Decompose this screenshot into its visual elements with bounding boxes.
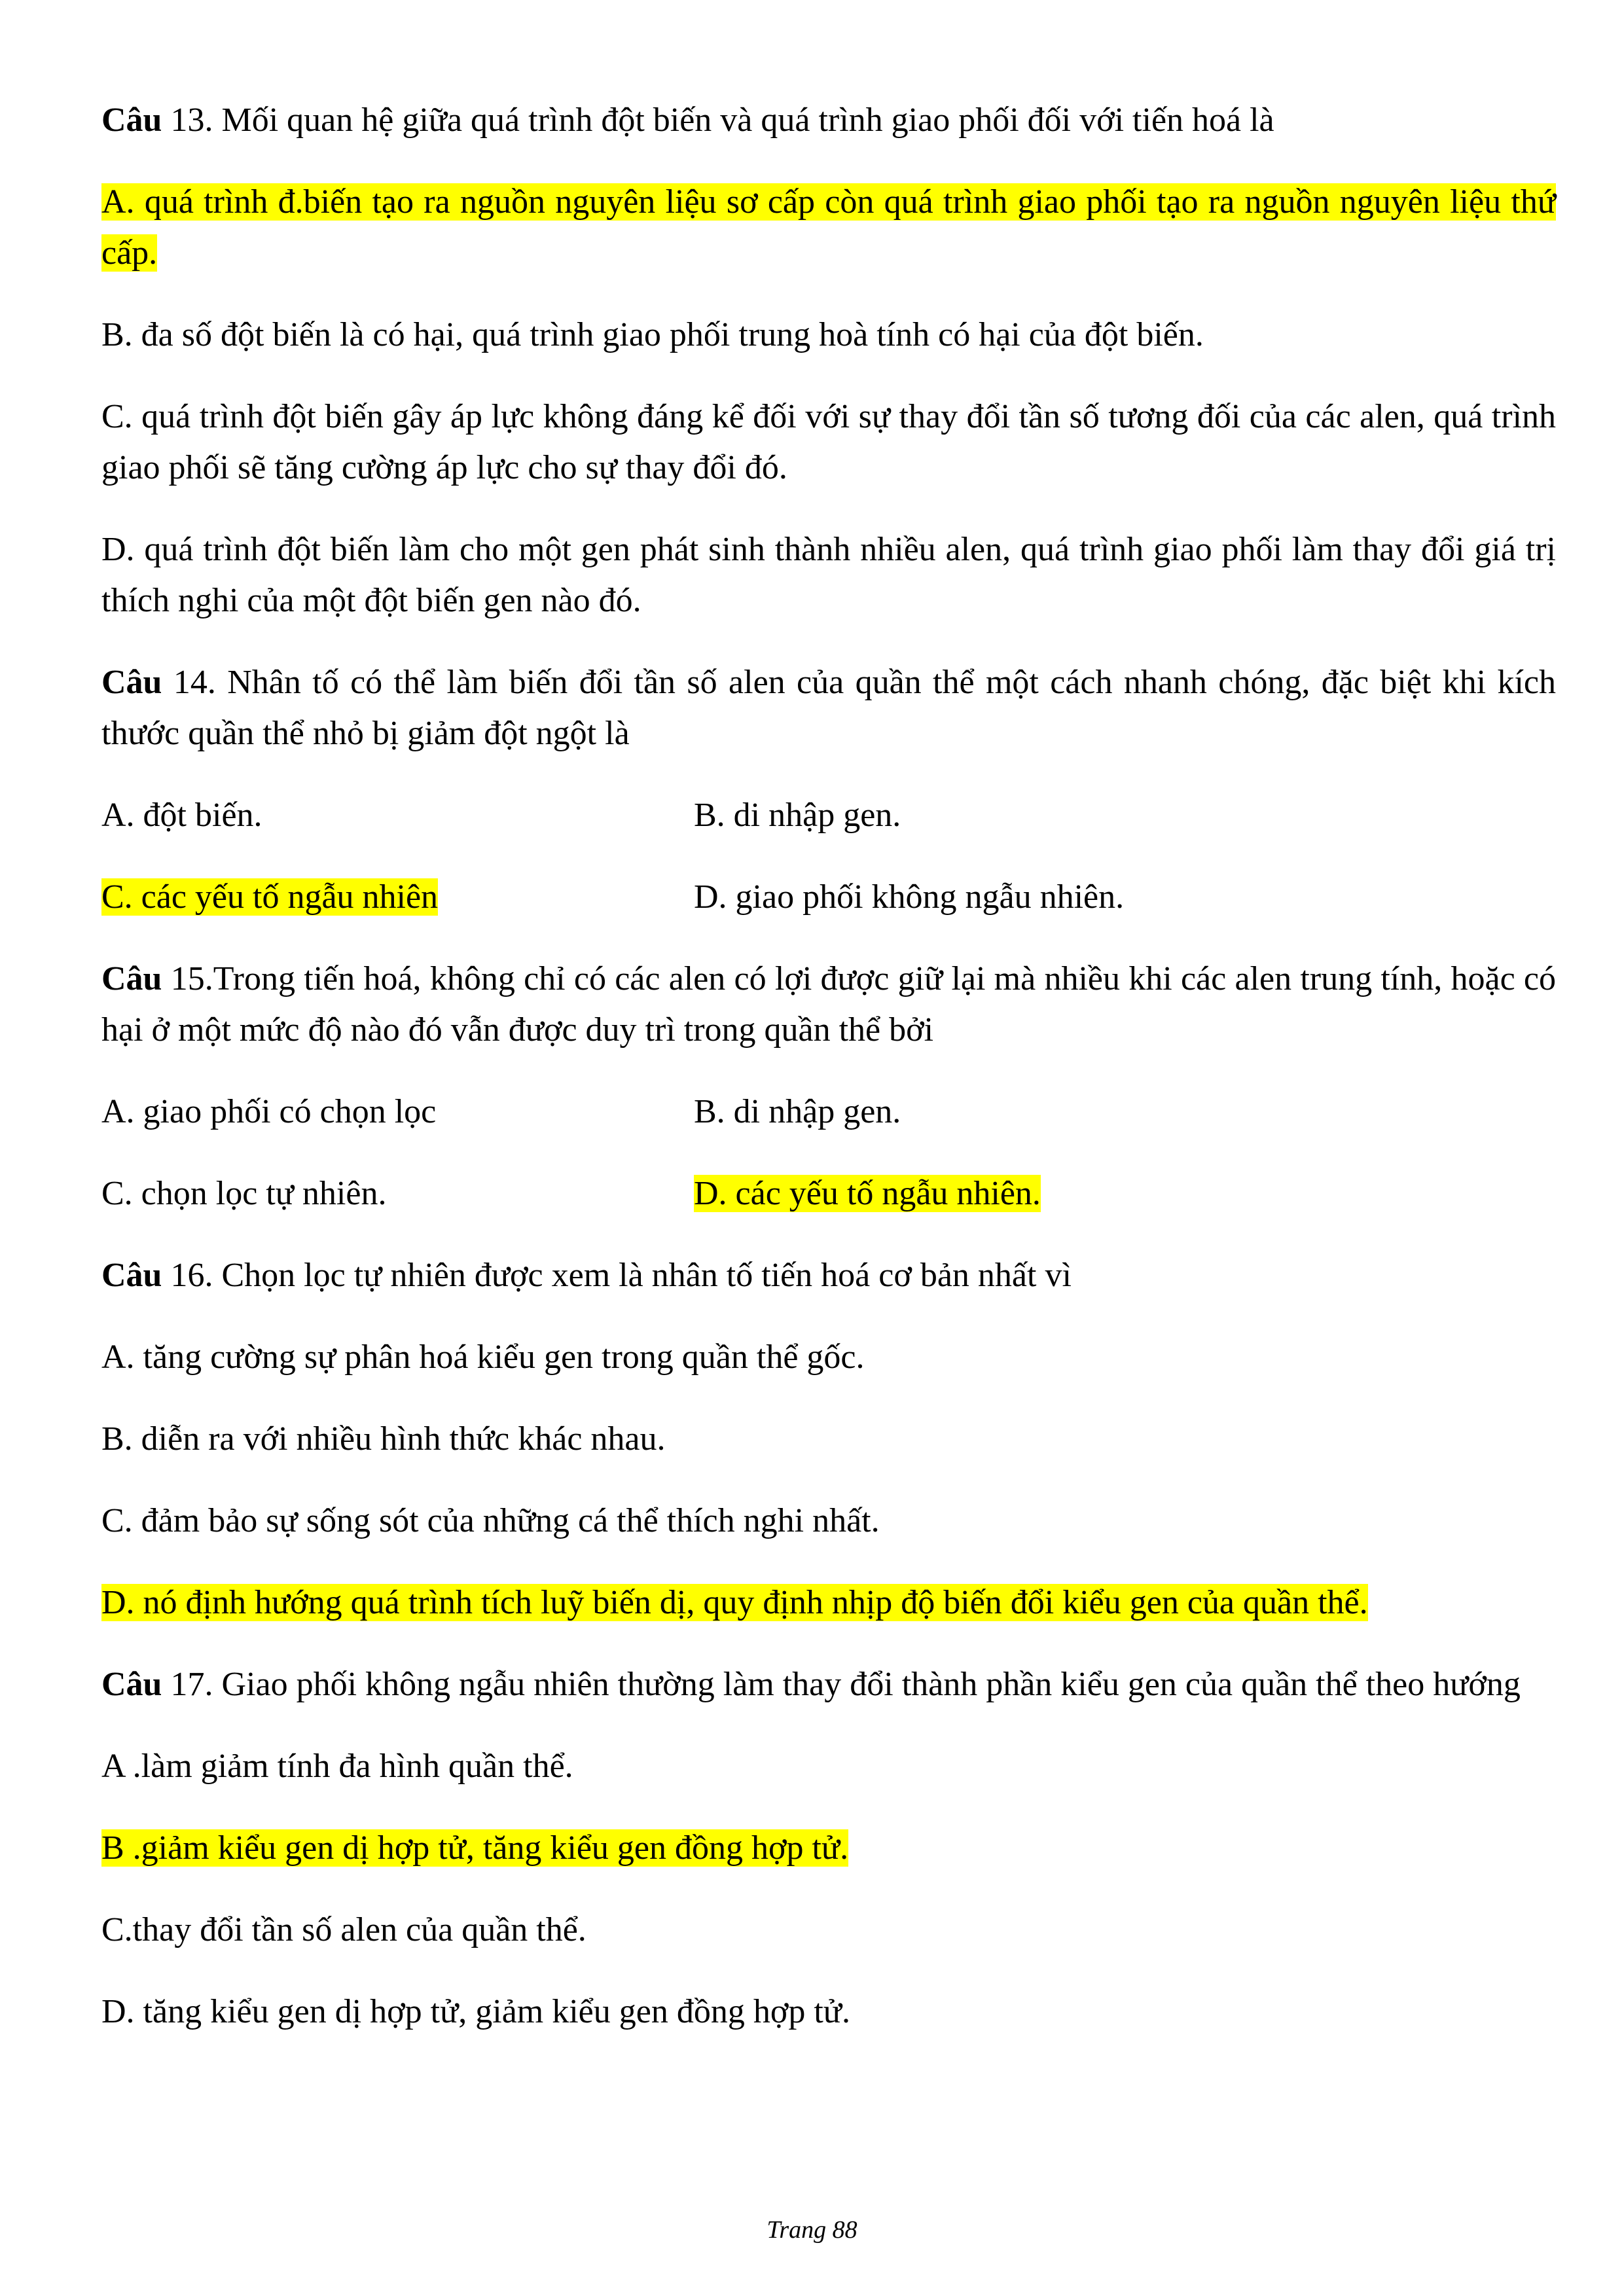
question-15-option-b xyxy=(694,1086,1556,1138)
question-13-stem xyxy=(101,95,1556,146)
question-label: Câu xyxy=(101,960,162,997)
question-17-option-a xyxy=(101,1741,1556,1792)
question-14-option-a xyxy=(101,790,694,841)
option-text: A. tăng cường sự phân hoá kiểu gen trong quần thể gốc. xyxy=(101,1338,865,1376)
question-13-option-a xyxy=(101,177,1556,279)
page-number: Trang 88 xyxy=(767,2216,857,2244)
page-content xyxy=(101,95,1556,2068)
question-15-option-a xyxy=(101,1086,694,1138)
option-text: D. quá trình đột biến làm cho một gen phát sinh thành nhiều alen, quá trình giao phối làm thay đổi giá trị thích nghi của một đột biến gen nào đó. xyxy=(101,531,1556,619)
question-14-option-c xyxy=(101,872,694,923)
question-text: 14. Nhân tố có thể làm biến đổi tần số alen của quần thể một cách nhanh chóng, đặc biệt khi kích thước quần thể nhỏ bị giảm đột ngột là xyxy=(101,664,1556,752)
question-14-option-b xyxy=(694,790,1556,841)
option-text: A. giao phối có chọn lọc xyxy=(101,1093,437,1130)
question-17-stem xyxy=(101,1659,1556,1710)
question-14-options-row-2 xyxy=(101,872,1556,923)
question-16-stem xyxy=(101,1250,1556,1301)
question-17-option-b xyxy=(101,1823,1556,1874)
answer-highlight: A. quá trình đ.biến tạo ra nguồn nguyên liệu sơ cấp còn quá trình giao phối tạo ra nguồn nguyên liệu thứ cấp. xyxy=(101,183,1556,272)
option-text: B. di nhập gen. xyxy=(694,797,901,834)
question-16-option-c xyxy=(101,1496,1556,1547)
question-text: 16. Chọn lọc tự nhiên được xem là nhân tố tiến hoá cơ bản nhất vì xyxy=(162,1257,1072,1294)
question-15-stem xyxy=(101,954,1556,1056)
question-label: Câu xyxy=(101,664,162,701)
question-text: 13. Mối quan hệ giữa quá trình đột biến và quá trình giao phối đối với tiến hoá là xyxy=(162,101,1274,139)
question-16-option-b xyxy=(101,1414,1556,1465)
option-text: D. tăng kiểu gen dị hợp tử, giảm kiểu gen đồng hợp tử. xyxy=(101,1993,850,2030)
question-label: Câu xyxy=(101,1257,162,1294)
option-text: C.thay đổi tần số alen của quần thể. xyxy=(101,1911,586,1948)
option-text: C. đảm bảo sự sống sót của những cá thể thích nghi nhất. xyxy=(101,1502,880,1539)
answer-highlight: C. các yếu tố ngẫu nhiên xyxy=(101,878,439,916)
question-13-option-c xyxy=(101,391,1556,493)
question-16-option-a xyxy=(101,1332,1556,1383)
question-14-stem xyxy=(101,657,1556,759)
option-text: B. đa số đột biến là có hại, quá trình giao phối trung hoà tính có hại của đột biến. xyxy=(101,316,1204,353)
answer-highlight: D. nó định hướng quá trình tích luỹ biến dị, quy định nhịp độ biến đổi kiểu gen của quần thể. xyxy=(101,1584,1368,1621)
question-13-option-d xyxy=(101,524,1556,626)
option-text: A .làm giảm tính đa hình quần thể. xyxy=(101,1748,573,1785)
option-text: B. di nhập gen. xyxy=(694,1093,901,1130)
question-15-option-c xyxy=(101,1168,694,1219)
question-13-option-b xyxy=(101,310,1556,361)
question-label: Câu xyxy=(101,1666,162,1703)
option-text: A. đột biến. xyxy=(101,797,262,834)
question-15-option-d xyxy=(694,1168,1556,1219)
question-16-option-d xyxy=(101,1577,1556,1628)
question-text: 15.Trong tiến hoá, không chỉ có các alen có lợi được giữ lại mà nhiều khi các alen trung tính, hoặc có hại ở một mức độ nào đó vẫn được duy trì trong quần thể bởi xyxy=(101,960,1556,1049)
answer-highlight: B .giảm kiểu gen dị hợp tử, tăng kiểu gen đồng hợp tử. xyxy=(101,1829,849,1867)
option-text: D. giao phối không ngẫu nhiên. xyxy=(694,878,1125,916)
question-15-options-row-2 xyxy=(101,1168,1556,1219)
answer-highlight: D. các yếu tố ngẫu nhiên. xyxy=(694,1175,1041,1212)
question-17-option-c xyxy=(101,1905,1556,1956)
question-17-option-d xyxy=(101,1986,1556,2037)
question-14-option-d xyxy=(694,872,1556,923)
question-label: Câu xyxy=(101,101,162,139)
option-text: B. diễn ra với nhiều hình thức khác nhau. xyxy=(101,1420,666,1458)
question-14-options-row-1 xyxy=(101,790,1556,841)
option-text: C. chọn lọc tự nhiên. xyxy=(101,1175,387,1212)
question-15-options-row-1 xyxy=(101,1086,1556,1138)
question-text: 17. Giao phối không ngẫu nhiên thường làm thay đổi thành phần kiểu gen của quần thể theo hướng xyxy=(162,1666,1521,1703)
option-text: C. quá trình đột biến gây áp lực không đáng kể đối với sự thay đổi tần số tương đối của các alen, quá trình giao phối sẽ tăng cường áp lực cho sự thay đổi đó. xyxy=(101,398,1556,486)
